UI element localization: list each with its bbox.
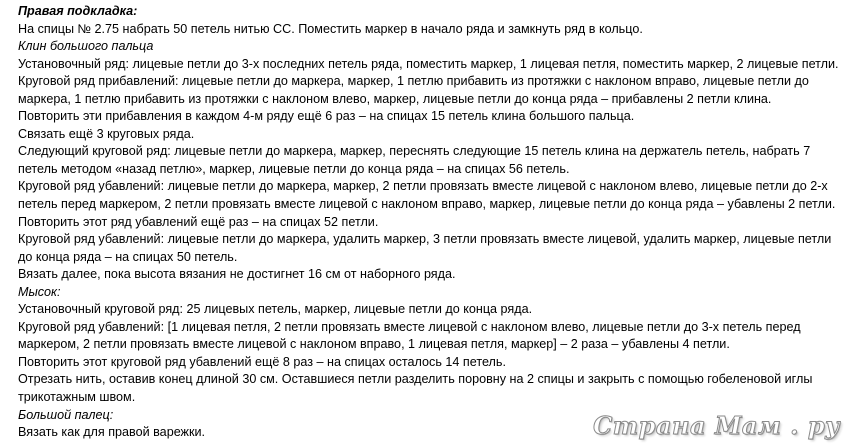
section-heading: Правая подкладка:	[18, 4, 138, 18]
text-line: Вязать как для правой варежки.	[18, 425, 206, 440]
document-body	[18, 3, 854, 442]
text-line: На спицы № 2.75 набрать 50 петель нитью СС. Поместить маркер в начало ряда и замкнуть ряд в кольцо.	[18, 21, 643, 36]
text-line: Следующий круговой ряд: лицевые петли до маркера, маркер, переснять следующие 15 петель клина на держатель петель, набрать 7	[18, 144, 811, 159]
text-line: Повторить этот круговой ряд убавлений ещё 8 раз – на спицах осталось 14 петель.	[18, 354, 506, 369]
subsection-heading: Клин большого пальца	[18, 39, 154, 54]
subsection-heading: Мысок:	[18, 284, 61, 299]
text-line: маркера, 1 петлю прибавить из протяжки с наклоном влево, маркер, лицевые петли до конца ряда – прибавлены 2 петли клина.	[18, 91, 772, 106]
text-line: петель методом «назад петлю», маркер, лицевые петли до конца ряда – на спицах 56 петель.	[18, 161, 570, 176]
text-line: Круговой ряд убавлений: лицевые петли до маркера, маркер, 2 петли провязать вместе лицевой с наклоном влево, лицевые петли до 2-х	[18, 179, 828, 194]
text-line: до конца ряда – на спицах 50 петель.	[18, 249, 238, 264]
text-line: маркером, 2 петли провязать вместе лицевой с наклоном вправо, 1 лицевая петля, маркер] – 2 раза – убавлены 4 петли.	[18, 337, 730, 352]
text-line: трикотажным швом.	[18, 390, 136, 405]
subsection-heading: Большой палец:	[18, 407, 114, 422]
text-line: Круговой ряд убавлений: лицевые петли до маркера, удалить маркер, 3 петли провязать вместе лицевой, удалить маркер, лицевые петли	[18, 232, 832, 247]
text-line: Круговой ряд убавлений: [1 лицевая петля, 2 петли провязать вместе лицевой с наклоном влево, лицевые петли до 3-х петель перед	[18, 319, 801, 334]
text-line: Установочный круговой ряд: 25 лицевых петель, маркер, лицевые петли до конца ряда.	[18, 302, 533, 317]
site-watermark: Страна Мам . ру	[593, 411, 840, 440]
text-line: Повторить этот ряд убавлений ещё раз – на спицах 52 петли.	[18, 214, 379, 229]
text-line: Отрезать нить, оставив конец длиной 30 см. Оставшиеся петли разделить поровну на 2 спицы и закрыть с помощью гобеленовой иглы	[18, 372, 813, 387]
text-line: петель перед маркером, 2 петли провязать вместе лицевой с наклоном вправо, маркер, лицевые петли до конца ряда – убавлены 2 петли.	[18, 197, 836, 212]
text-line: Круговой ряд прибавлений: лицевые петли до маркера, маркер, 1 петлю прибавить из протяжки с наклоном вправо, лицевые петли до	[18, 74, 809, 89]
text-line: Повторить эти прибавления в каждом 4-м ряду ещё 6 раз – на спицах 15 петель клина большого пальца.	[18, 109, 635, 124]
text-line: Вязать далее, пока высота вязания не достигнет 16 см от наборного ряда.	[18, 267, 456, 282]
text-line: Установочный ряд: лицевые петли до 3-х последних петель ряда, поместить маркер, 1 лицевая петля, поместить маркер, 2 лицевые петли.	[18, 56, 839, 71]
text-line: Связать ещё 3 круговых ряда.	[18, 126, 195, 141]
